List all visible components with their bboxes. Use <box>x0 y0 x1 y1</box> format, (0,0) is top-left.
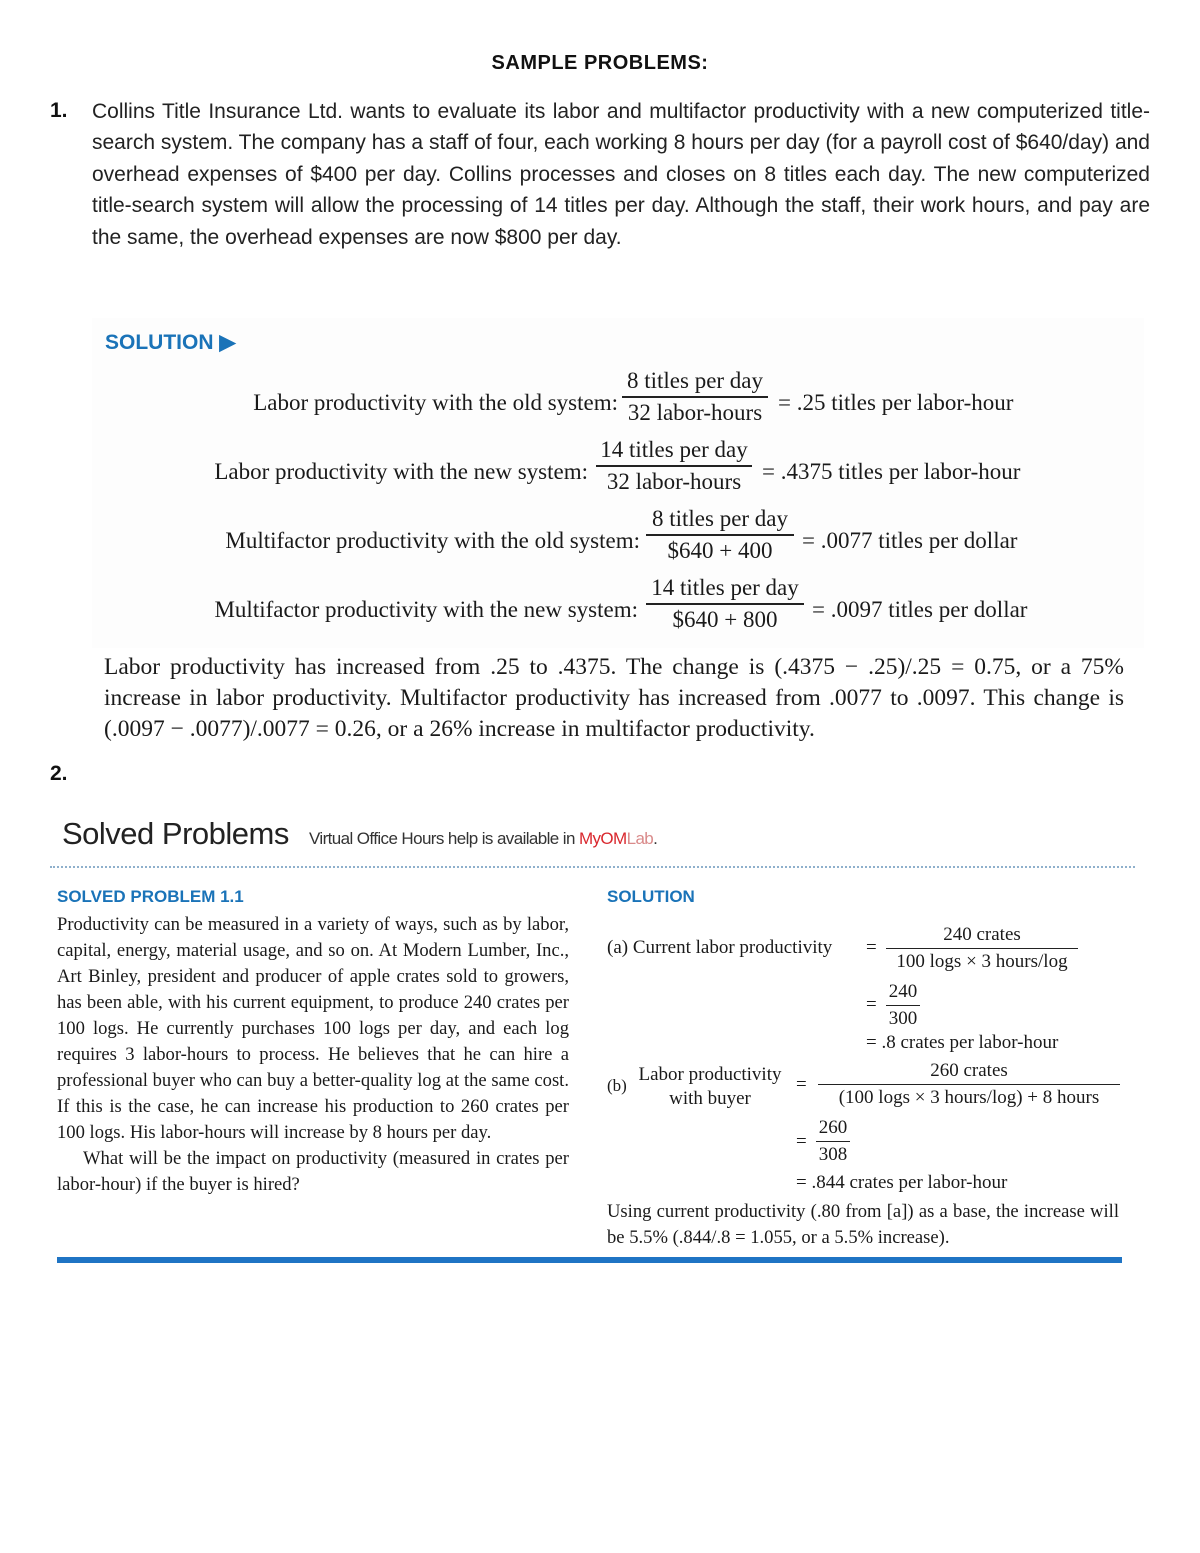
fraction-denominator: 32 labor-hours <box>606 468 742 494</box>
fraction-denominator: $640 + 400 <box>667 537 773 563</box>
subtitle-brand-my: My <box>578 829 601 848</box>
equation-fraction <box>646 506 794 564</box>
fraction-denominator: $640 + 800 <box>672 606 778 632</box>
fraction-denominator: 308 <box>818 1144 848 1165</box>
problem-2-number: 2. <box>50 762 68 785</box>
part-b-marker: (b) <box>607 1076 627 1095</box>
fraction-numerator: 240 crates <box>943 924 1021 945</box>
equation-row <box>0 368 1200 438</box>
subtitle-prefix: Virtual Office Hours help is available in <box>309 829 579 848</box>
fraction-numerator: 8 titles per day <box>626 368 764 393</box>
equation-label: Multifactor productivity with the new system: <box>214 597 638 622</box>
equation-result: = .0097 titles per dollar <box>812 597 1028 622</box>
equation-fraction <box>596 437 752 495</box>
part-a-label: (a) Current labor productivity <box>607 937 833 958</box>
part-b-equals: = <box>796 1074 807 1095</box>
fraction-denominator: 100 logs × 3 hours/log <box>896 951 1068 972</box>
solved-problem-body: Productivity can be measured in a variety of ways, such as by labor, capital, energy, material usage, and so on. At Modern Lumber, Inc., Art Binley, president and producer of apple crates sold to growers, has been able, with his current equipment, to produce 240 crates per 100 logs. He currently purchases 100 logs per day, and each log requires 3 labor-hours to process. He believes that he can hire a professional buyer who can buy a better-quality log at the same cost. If this is the case, he can increase his production to 260 crates per 100 logs. His labor-hours will increase by 8 hours per day. <box>57 914 569 1143</box>
part-a-equals-2: = <box>866 994 877 1015</box>
solution-conclusion: Labor productivity has increased from .25 to .4375. The change is (.4375 − .25)/.25 = 0.75, or a 75% increase in labor productivity. Multifactor productivity has increased from .0077 to .0097. This change is (.0097 − .0077)/.0077 = 0.26, or a 26% increase in multifactor productivity. <box>104 654 1124 742</box>
part-b-fraction <box>818 1060 1120 1109</box>
part-b-label-line-1: Labor productivity <box>638 1064 782 1085</box>
solution-label: SOLUTION ▶ <box>105 331 236 354</box>
equation-label: Labor productivity with the old system: <box>253 390 618 415</box>
part-a-fraction <box>886 924 1078 973</box>
equation-row <box>0 575 1200 645</box>
equation-fraction <box>622 368 768 426</box>
problem-1-number: 1. <box>50 99 68 122</box>
solved-problems-title: Solved Problems <box>62 816 289 851</box>
part-b-result: = .844 crates per labor-hour <box>796 1172 1008 1193</box>
part-a-result: = .8 crates per labor-hour <box>866 1032 1059 1053</box>
part-b-equals-2: = <box>796 1131 807 1152</box>
bottom-rule <box>57 1257 1122 1263</box>
fraction-numerator: 14 titles per day <box>600 437 748 462</box>
part-a-fraction-2 <box>886 981 920 1030</box>
part-a-equals: = <box>866 937 877 958</box>
solution-footer: Using current productivity (.80 from [a]) as a base, the increase will be 5.5% (.844/.8 = 1.055, or a 5.5% increase). <box>607 1201 1119 1248</box>
equation-label: Multifactor productivity with the old system: <box>225 528 640 553</box>
right-solution-heading: SOLUTION <box>607 887 695 906</box>
problem-1-text: Collins Title Insurance Ltd. wants to evaluate its labor and multifactor productivity with a new computerized title-search system. The company has a staff of four, each working 8 hours per day (for a payroll cost of $640/day) and overhead expenses of $400 per day. Collins processes and closes on 8 titles each day. The new computerized title-search system will allow the processing of 14 titles per day. Although the staff, their work hours, and pay are the same, the overhead expenses are now $800 per day. <box>92 100 1150 249</box>
equation-label: Labor productivity with the new system: <box>214 459 588 484</box>
equation-row <box>0 437 1200 507</box>
equation-result: = .4375 titles per labor-hour <box>762 459 1021 484</box>
solved-problem-text <box>57 912 569 1198</box>
fraction-denominator: 300 <box>888 1008 918 1029</box>
solved-problem-question: What will be the impact on productivity (measured in crates per labor-hour) if the buyer is hired? <box>57 1148 569 1195</box>
part-b-fraction-2 <box>816 1117 850 1166</box>
equation-row <box>0 506 1200 576</box>
fraction-numerator: 8 titles per day <box>651 506 789 531</box>
equation-result: = .25 titles per labor-hour <box>778 390 1014 415</box>
page-heading: SAMPLE PROBLEMS: <box>491 52 709 74</box>
dotted-divider <box>50 866 1135 868</box>
subtitle-suffix: . <box>653 829 658 848</box>
subtitle-brand-om: OM <box>600 829 627 848</box>
fraction-numerator: 14 titles per day <box>651 575 799 600</box>
solved-problems-subtitle <box>309 829 657 849</box>
part-b-label-line-2: with buyer <box>669 1088 751 1109</box>
subtitle-brand-lab: Lab <box>626 829 654 848</box>
fraction-denominator: (100 logs × 3 hours/log) + 8 hours <box>838 1087 1100 1108</box>
fraction-numerator: 240 <box>888 981 918 1002</box>
part-b-label <box>630 1063 790 1111</box>
fraction-numerator: 260 <box>818 1117 848 1138</box>
solved-problem-heading: SOLVED PROBLEM 1.1 <box>57 887 244 906</box>
fraction-numerator: 260 crates <box>930 1060 1008 1081</box>
fraction-denominator: 32 labor-hours <box>627 399 763 425</box>
equation-result: = .0077 titles per dollar <box>802 528 1018 553</box>
equation-fraction <box>646 575 804 633</box>
